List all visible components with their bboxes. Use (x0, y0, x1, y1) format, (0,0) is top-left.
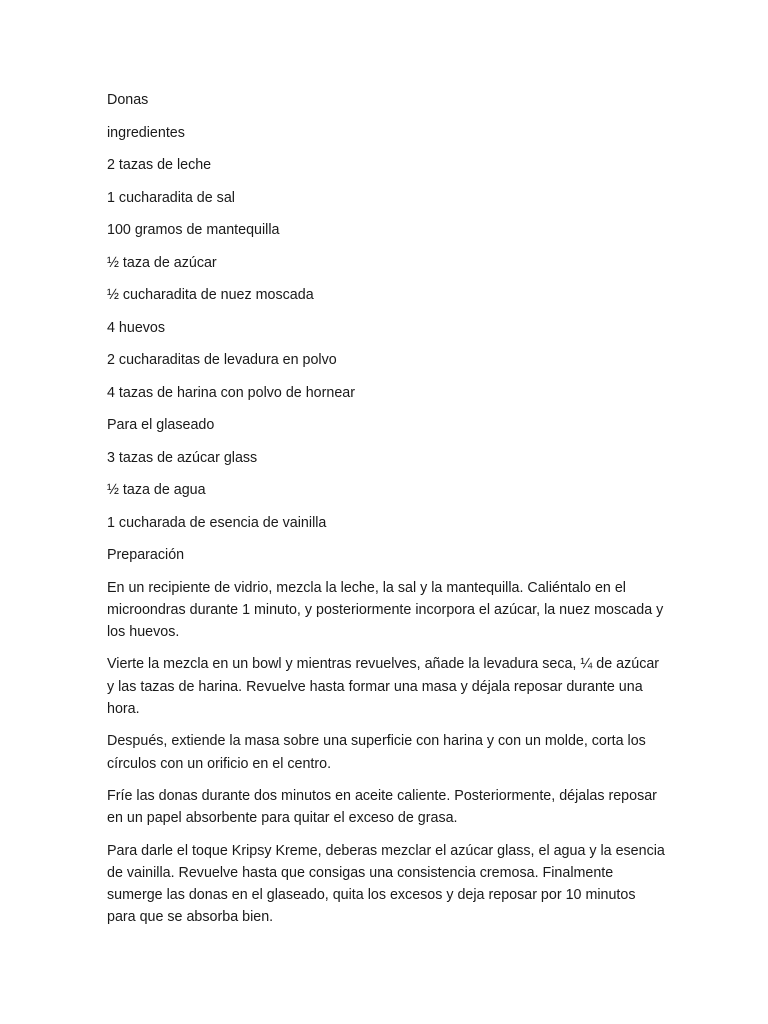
ingredient-item: 1 cucharadita de sal (107, 189, 235, 206)
preparation-step: Después, extiende la masa sobre una superficie con harina y con un molde, corta los círculos con un orificio en el centro. (107, 733, 646, 772)
glaze-item: 1 cucharada de esencia de vainilla (107, 514, 327, 531)
ingredient-item: 100 gramos de mantequilla (107, 222, 280, 238)
ingredient-item: 4 tazas de harina con polvo de hornear (107, 384, 355, 401)
recipe-title: Donas (107, 92, 149, 108)
glaze-heading: Para el glaseado (107, 417, 215, 433)
glaze-item: 3 tazas de azúcar glass (107, 449, 258, 466)
preparation-heading: Preparación (107, 547, 185, 563)
preparation-step: Fríe las donas durante dos minutos en aceite caliente. Posteriormente, déjalas reposar en un papel absorbente para quitar el exceso de grasa. (107, 788, 657, 827)
ingredient-item: 2 cucharaditas de levadura en polvo (107, 352, 337, 368)
preparation-step: Para darle el toque Kripsy Kreme, deberas mezclar el azúcar glass, el agua y la esencia de vainilla. Revuelve hasta que consigas una consistencia cremosa. Finalmente sumerge las donas en el glaseado, quita los excesos y deja reposar por 10 minutos para que se absorba bien. (107, 842, 665, 926)
glaze-item: ½ taza de agua (107, 482, 206, 498)
preparation-step: En un recipiente de vidrio, mezcla la leche, la sal y la mantequilla. Caliéntalo en el microondras durante 1 minuto, y posteriormente incorpora el azúcar, la nuez moscada y los huevos. (107, 579, 664, 640)
ingredient-item: 2 tazas de leche (107, 157, 212, 173)
ingredient-item: ½ taza de azúcar (107, 254, 217, 271)
ingredients-heading: ingredientes (107, 124, 185, 141)
document-page (107, 89, 667, 939)
ingredient-item: 4 huevos (107, 319, 166, 336)
preparation-step: Vierte la mezcla en un bowl y mientras revuelves, añade la levadura seca, ¼ de azúcar y las tazas de harina. Revuelve hasta formar una masa y déjala reposar durante una hora. (107, 656, 660, 717)
ingredient-item: ½ cucharadita de nuez moscada (107, 287, 314, 303)
